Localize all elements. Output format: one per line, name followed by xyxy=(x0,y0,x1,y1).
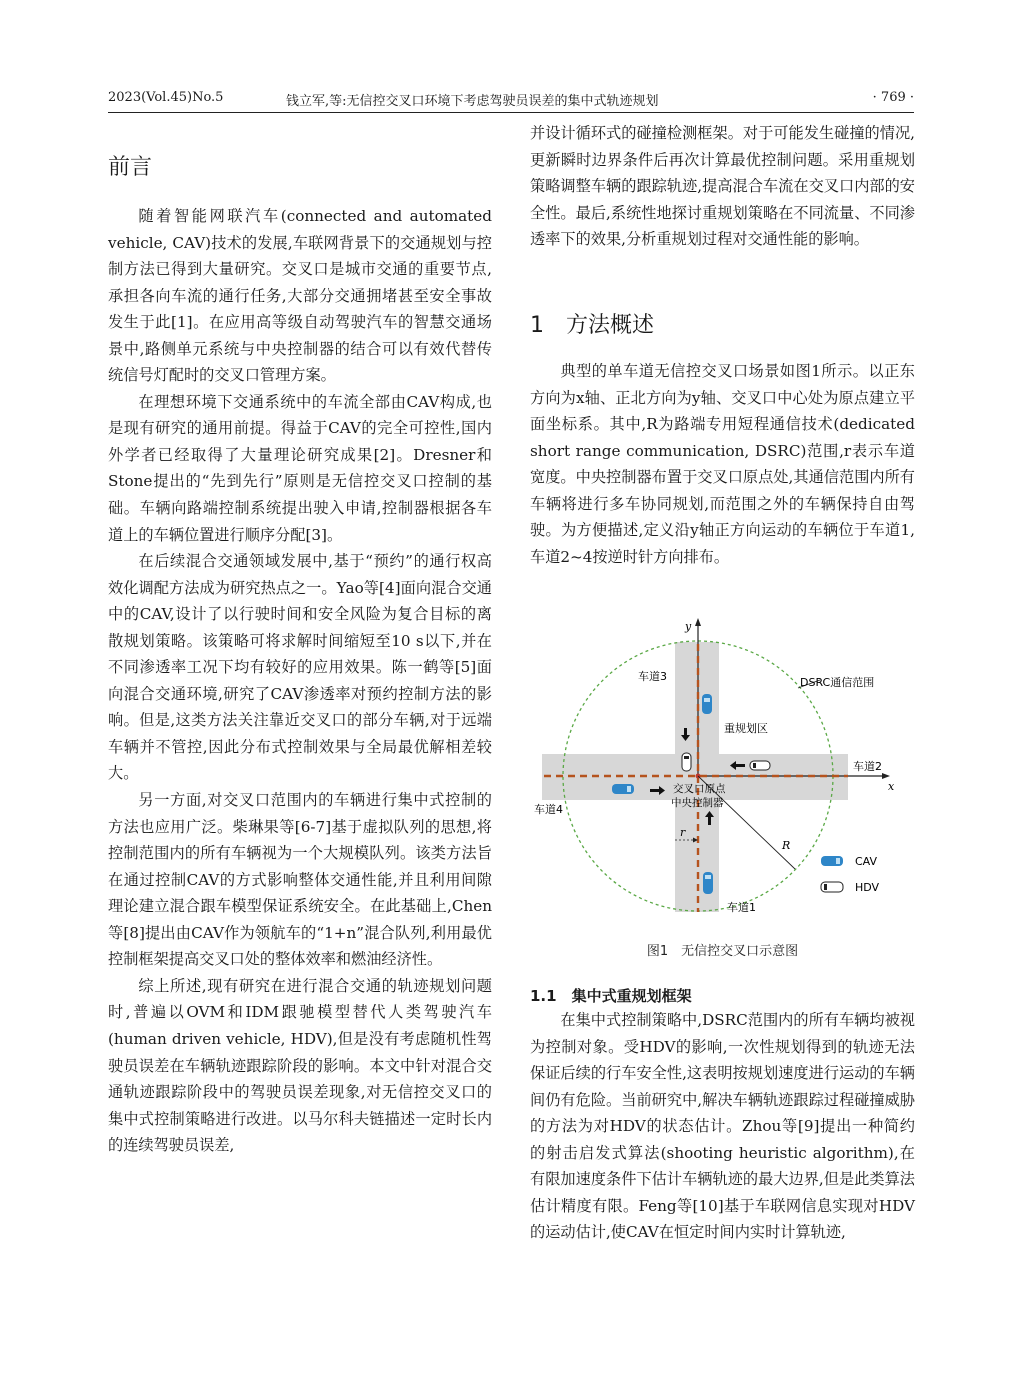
running-header xyxy=(108,90,914,112)
cav-vehicle xyxy=(702,694,712,714)
cav-vehicle xyxy=(703,872,713,894)
lane-3-label: 车道3 xyxy=(638,670,667,683)
x-axis-label: x xyxy=(888,780,895,793)
intersection-figure xyxy=(530,614,915,914)
lane-2-label: 车道2 xyxy=(853,760,882,773)
running-title: 钱立军,等:无信控交叉口环境下考虑驾驶员误差的集中式轨迹规划 xyxy=(286,94,659,109)
intro-paragraph-3: 在后续混合交通领域发展中,基于“预约”的通行权高效化调配方法成为研究热点之一。Yao等[4]面向混合交通中的CAV,设计了以行驶时间和安全风险为复合目标的离散规划策略。该策略可将求解时间缩短至10 s以下,并在不同渗透率工况下均有较好的应用效果。陈一鹤等[5]面向混合交通环境,研究了CAV渗透率对预约控制方法的影响。但是,这类方法关注靠近交叉口的部分车辆,对于远端车辆并不管控,因此分布式控制效果与全局最优解相差较大。 xyxy=(108,552,492,783)
intro-paragraph-1: 随着智能网联汽车(connected and automated vehicle, CAV)技术的发展,车联网背景下的交通规划与控制方法已得到大量研究。交叉口是城市交通的重要节点,承担各向车流的通行任务,大部分交通拥堵甚至安全事故发生于此[1]。在应用高等级自动驾驶汽车的智慧交通场景中,路侧单元系统与中央控制器的结合可以有效代替传统信号灯配时的交叉口管理方案。 xyxy=(108,207,492,385)
radius-label: R xyxy=(782,839,791,852)
lane-width-label: r xyxy=(680,826,686,839)
origin-label: 交叉口原点 xyxy=(673,783,726,795)
dsrc-label: DSRC通信范围 xyxy=(800,676,875,689)
legend-cav-label: CAV xyxy=(855,855,878,868)
legend-hdv-label: HDV xyxy=(855,881,880,894)
journal-issue: 2023(Vol.45)No.5 xyxy=(108,90,224,105)
intro-paragraph-5: 综上所述,现有研究在进行混合交通的轨迹规划问题时,普遍以OVM和IDM跟驰模型替代人类驾驶汽车(human driven vehicle, HDV),但是没有考虑随机性驾驶员误差在车辆轨迹跟踪阶段的影响。本文中针对混合交通轨迹跟踪阶段中的驾驶员误差现象,对无信控交叉口的集中式控制策略进行改进。以马尔科夫链描述一定时长内的连续驾驶员误差, xyxy=(108,976,492,1155)
section-1-1-paragraph: 在集中式控制策略中,DSRC范围内的所有车辆均被视为控制对象。受HDV的影响,一次性规划得到的轨迹无法保证后续的行车安全性,这表明按规划速度进行运动的车辆间仍有危险。当前研究中,解决车辆轨迹跟踪过程碰撞威胁的方法为对HDV的状态估计。Zhou等[9]提出一种简约的射击启发式算法(shooting heuristic algorithm),在有限加速度条件下估计车辆轨迹的最大边界,但是此类算法估计精度有限。Feng等[10]基于车联网信息实现对HDV的运动估计,使CAV在恒定时间内实时计算轨迹, xyxy=(530,1011,915,1242)
y-axis-arrow xyxy=(695,618,701,626)
figure-caption: 图1 无信控交叉口示意图 xyxy=(646,944,799,959)
right-column-top xyxy=(530,120,915,253)
lane-4-label: 车道4 xyxy=(534,803,563,816)
x-axis-arrow xyxy=(882,773,890,779)
hdv-vehicle xyxy=(682,753,691,771)
section-1-1-heading: 1.1 集中式重规划框架 xyxy=(530,987,692,1005)
replan-zone-label: 重规划区 xyxy=(724,722,768,735)
left-column xyxy=(108,203,492,1159)
intro-paragraph-2: 在理想环境下交通系统中的车流全部由CAV构成,也是现有研究的通用前提。得益于CAV的完全可控性,国内外学者已经取得了大量理论研究成果[2]。Dresner和Stone提出的“先到先行”原则是无信控交叉口控制的基础。车辆向路端控制系统提出驶入申请,控制器根据各车道上的车辆位置进行顺序分配[3]。 xyxy=(108,392,492,544)
page-number: · 769 · xyxy=(872,90,914,105)
intro-paragraph-4: 另一方面,对交叉口范围内的车辆进行集中式控制的方法也应用广泛。柴琳果等[6-7]基于虚拟队列的思想,将控制范围内的所有车辆视为一个大规模队列。该类方法旨在通过控制CAV的方式影响整体交通性能,并且利用间隙理论建立混合跟车模型保证系统安全。在此基础上,Chen等[8]提出由CAV作为领航车的“1+n”混合队列,利用最优控制框架提高交叉口处的整体效率和燃油经济性。 xyxy=(108,791,492,969)
section-1-paragraph: 典型的单车道无信控交叉口场景如图1所示。以正东方向为x轴、正北方向为y轴、交叉口中心处为原点建立平面坐标系。其中,R为路端专用短程通信技术(dedicated short range communication, DSRC)范围,r表示车道宽度。中央控制器布置于交叉口原点处,其通信范围内所有车辆将进行多车协同规划,而范围之外的车辆保持自由驾驶。为方便描述,定义沿y轴正方向运动的车辆位于车道1,车道2~4按逆时针方向排布。 xyxy=(530,362,915,566)
section-1-heading: 1 方法概述 xyxy=(530,313,654,338)
cav-vehicle xyxy=(612,784,634,794)
controller-label: 中央控制器 xyxy=(671,797,724,809)
lane-1-label: 车道1 xyxy=(727,901,756,914)
intro-heading: 前言 xyxy=(108,155,153,180)
header-rule xyxy=(108,112,914,113)
hdv-vehicle xyxy=(750,761,770,770)
right-column-mid xyxy=(530,358,915,570)
y-axis-label: y xyxy=(685,620,692,633)
right-column-bottom xyxy=(530,1007,915,1246)
legend-hdv-swatch xyxy=(821,882,843,892)
continued-paragraph: 并设计循环式的碰撞检测框架。对于可能发生碰撞的情况,更新瞬时边界条件后再次计算最优控制问题。采用重规划策略调整车辆的跟踪轨迹,提高混合车流在交叉口内部的安全性。最后,系统性地探讨重规划策略在不同流量、不同渗透率下的效果,分析重规划过程对交通性能的影响。 xyxy=(530,124,915,249)
legend xyxy=(821,855,880,894)
legend-cav-swatch xyxy=(821,856,843,866)
